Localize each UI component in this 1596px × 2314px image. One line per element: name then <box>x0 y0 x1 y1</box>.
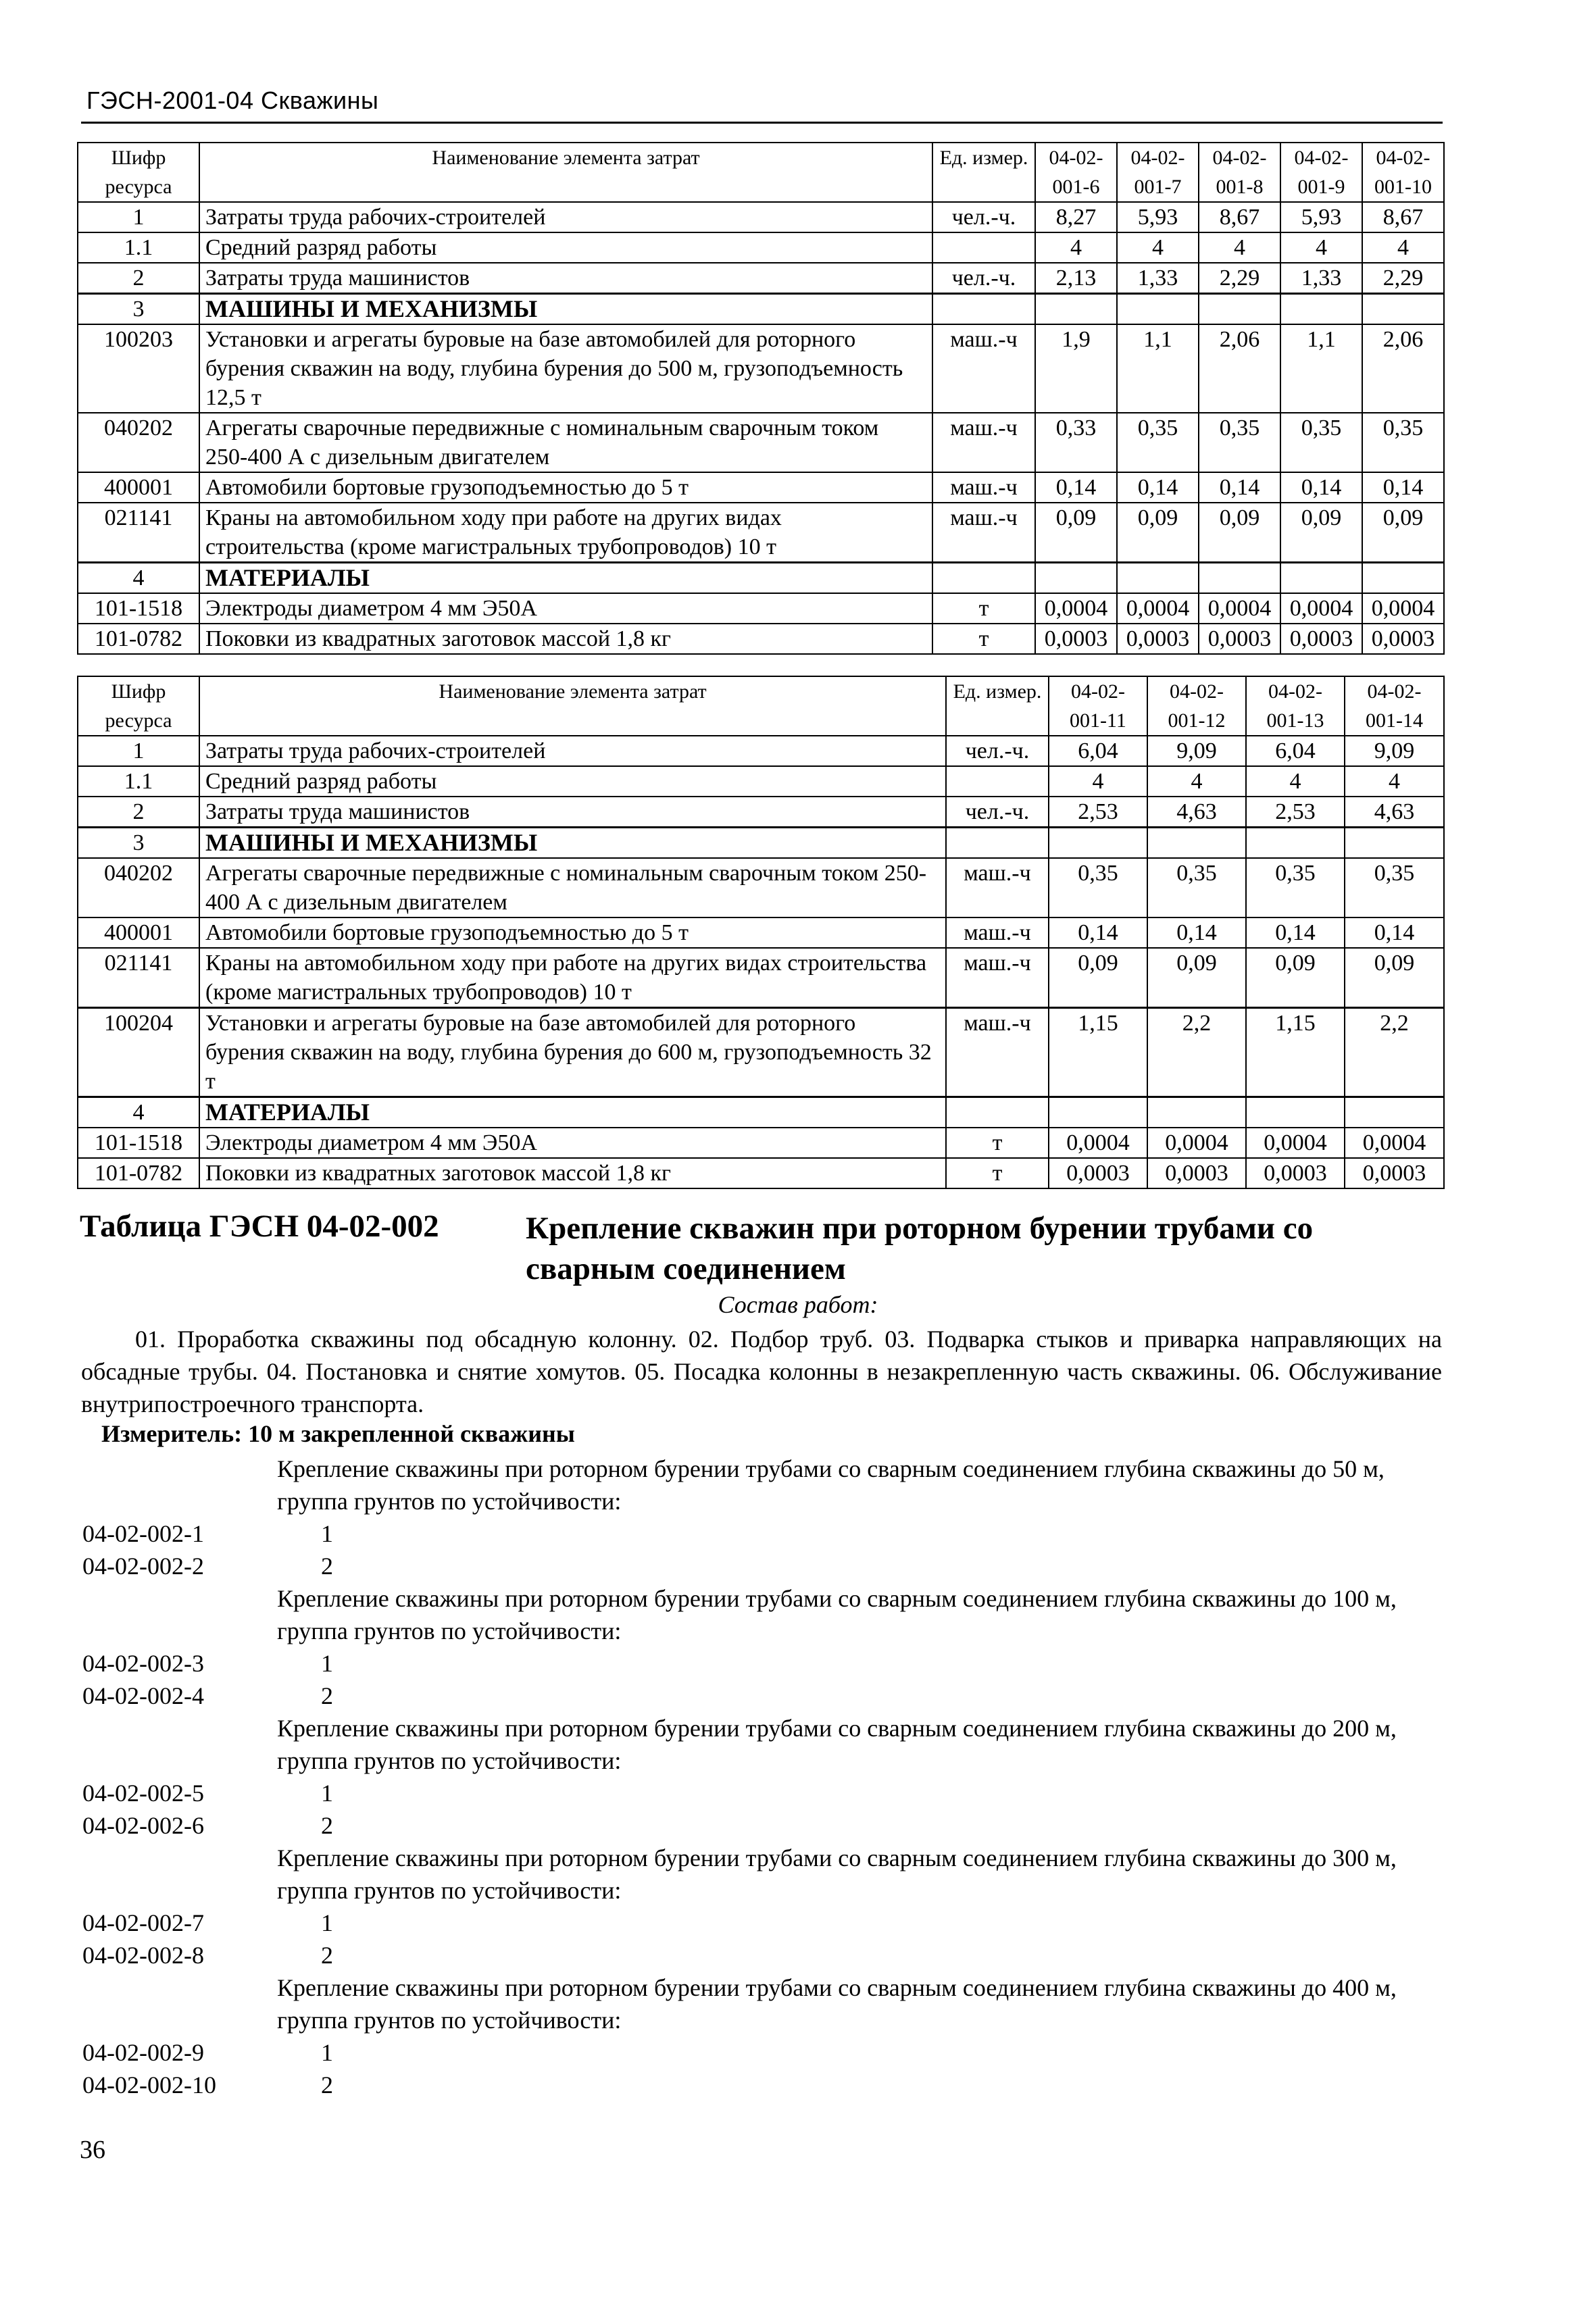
resource-value: 0,35 <box>1246 858 1345 917</box>
resource-code: 1.1 <box>78 766 199 797</box>
norm-soil-group: 1 <box>321 1520 333 1547</box>
norm-soil-group: 2 <box>321 1553 333 1580</box>
resource-unit: маш.-ч <box>946 858 1049 917</box>
resource-name: Установки и агрегаты буровые на базе автомобилей для роторного бурения скважин на воду, глубина бурения до 600 м, грузоподъемность 32 т <box>199 1008 946 1097</box>
resource-value: 0,14 <box>1147 917 1246 948</box>
norm-group <box>81 1453 1443 1582</box>
resource-value: 6,04 <box>1246 736 1345 766</box>
norm-group <box>81 1712 1443 1842</box>
resource-value: 0,35 <box>1362 413 1444 472</box>
resource-value: 0,0004 <box>1117 593 1199 624</box>
resource-code: 101-0782 <box>78 1158 199 1188</box>
resource-value: 1,15 <box>1246 1008 1345 1097</box>
norm-code: 04-02-002-6 <box>82 1812 204 1839</box>
resource-value: 1,33 <box>1117 263 1199 294</box>
norm-row <box>81 1647 1443 1680</box>
resource-name: Электроды диаметром 4 мм Э50А <box>199 593 932 624</box>
resource-unit <box>946 766 1049 797</box>
table-row <box>78 736 1444 766</box>
table-row <box>78 503 1444 563</box>
resource-code: 1 <box>78 202 199 232</box>
resource-code: 040202 <box>78 413 199 472</box>
resource-value: 5,93 <box>1117 202 1199 232</box>
resource-value: 2,53 <box>1246 797 1345 828</box>
resource-value: 0,0004 <box>1246 1128 1345 1158</box>
resource-table-1 <box>77 142 1445 655</box>
resource-code: 3 <box>78 294 199 325</box>
resource-name: Средний разряд работы <box>199 232 932 263</box>
resource-code: 4 <box>78 1097 199 1128</box>
section-row <box>78 294 1444 325</box>
resource-value: 4 <box>1246 766 1345 797</box>
empty-cell <box>1280 563 1362 594</box>
header-norm-code: 04-02-001-9 <box>1280 143 1362 202</box>
norm-group <box>81 1582 1443 1712</box>
norm-group <box>81 1971 1443 2101</box>
resource-value: 0,14 <box>1117 472 1199 503</box>
resource-value: 0,09 <box>1147 948 1246 1008</box>
table-row <box>78 413 1444 472</box>
table-002-label: Таблица ГЭСН 04-02-002 <box>80 1209 439 1244</box>
norm-code: 04-02-002-8 <box>82 1942 204 1969</box>
resource-value: 4 <box>1049 766 1147 797</box>
resource-name: Затраты труда рабочих-строителей <box>199 736 946 766</box>
table-row <box>78 624 1444 654</box>
empty-cell <box>1117 294 1199 325</box>
resource-unit: т <box>946 1158 1049 1188</box>
norm-row <box>81 2036 1443 2069</box>
norm-soil-group: 1 <box>321 1780 333 1807</box>
table-row <box>78 263 1444 294</box>
composition-text: 01. Проработка скважины под обсадную колонну. 02. Подбор труб. 03. Подварка стыков и приварка направляющих на обсадные трубы. 04. Постановка и снятие хомутов. 05. Посадка колонны в незакрепленную часть скважины. 06. Обслуживание внутрипостроечного транспорта. <box>81 1326 1442 1417</box>
header-unit: Ед. измер. <box>932 143 1035 202</box>
norm-row <box>81 1809 1443 1842</box>
norm-group-description: Крепление скважины при роторном бурении трубами со сварным соединением глубина скважины до 200 м, группа грунтов по устойчивости: <box>277 1715 1397 1774</box>
resource-code: 1 <box>78 736 199 766</box>
resource-code: 021141 <box>78 503 199 563</box>
resource-value: 0,0003 <box>1147 1158 1246 1188</box>
empty-cell <box>932 294 1035 325</box>
header-norm-code: 04-02-001-14 <box>1345 676 1444 736</box>
norm-group-description: Крепление скважины при роторном бурении трубами со сварным соединением глубина скважины до 50 м, группа грунтов по устойчивости: <box>277 1455 1385 1515</box>
resource-value: 4,63 <box>1147 797 1246 828</box>
table-row <box>78 1128 1444 1158</box>
resource-name: Электроды диаметром 4 мм Э50А <box>199 1128 946 1158</box>
resource-code: 4 <box>78 563 199 594</box>
resource-name: Затраты труда рабочих-строителей <box>199 202 932 232</box>
section-row <box>78 563 1444 594</box>
resource-value: 0,0004 <box>1362 593 1444 624</box>
resource-code: 040202 <box>78 858 199 917</box>
resource-value: 0,0004 <box>1049 1128 1147 1158</box>
resource-value: 1,1 <box>1117 324 1199 413</box>
resource-value: 4 <box>1199 232 1280 263</box>
empty-cell <box>1035 294 1117 325</box>
norm-row <box>81 2069 1443 2101</box>
resource-name: Затраты труда машинистов <box>199 797 946 828</box>
resource-value: 4 <box>1035 232 1117 263</box>
table-row <box>78 858 1444 917</box>
norm-soil-group: 2 <box>321 1942 333 1969</box>
resource-unit: чел.-ч. <box>946 797 1049 828</box>
page-number: 36 <box>80 2136 105 2164</box>
empty-cell <box>1345 828 1444 859</box>
empty-cell <box>1362 294 1444 325</box>
resource-value: 6,04 <box>1049 736 1147 766</box>
resource-code: 400001 <box>78 917 199 948</box>
norm-soil-group: 1 <box>321 2039 333 2066</box>
resource-value: 0,0004 <box>1199 593 1280 624</box>
resource-value: 1,1 <box>1280 324 1362 413</box>
empty-cell <box>1117 563 1199 594</box>
norm-row <box>81 1550 1443 1582</box>
resource-value: 4 <box>1362 232 1444 263</box>
norm-code: 04-02-002-4 <box>82 1682 204 1709</box>
resource-value: 2,13 <box>1035 263 1117 294</box>
resource-value: 4 <box>1280 232 1362 263</box>
resource-value: 8,67 <box>1362 202 1444 232</box>
header-name: Наименование элемента затрат <box>199 676 946 736</box>
resource-value: 0,0003 <box>1345 1158 1444 1188</box>
resource-name: Поковки из квадратных заготовок массой 1,8 кг <box>199 1158 946 1188</box>
resource-value: 4 <box>1147 766 1246 797</box>
resource-name: Средний разряд работы <box>199 766 946 797</box>
resource-name: Затраты труда машинистов <box>199 263 932 294</box>
table-row <box>78 948 1444 1008</box>
norm-soil-group: 2 <box>321 1812 333 1839</box>
resource-value: 0,14 <box>1362 472 1444 503</box>
resource-value: 0,09 <box>1345 948 1444 1008</box>
empty-cell <box>1280 294 1362 325</box>
resource-value: 0,0004 <box>1280 593 1362 624</box>
section-title: МАТЕРИАЛЫ <box>199 563 932 594</box>
section-title: МАТЕРИАЛЫ <box>199 1097 946 1128</box>
resource-value: 0,09 <box>1035 503 1117 563</box>
resource-name: Автомобили бортовые грузоподъемностью до 5 т <box>199 472 932 503</box>
resource-code: 101-1518 <box>78 1128 199 1158</box>
resource-code: 100204 <box>78 1008 199 1097</box>
resource-value: 2,2 <box>1147 1008 1246 1097</box>
resource-name: Поковки из квадратных заготовок массой 1,8 кг <box>199 624 932 654</box>
resource-value: 0,14 <box>1345 917 1444 948</box>
norm-code: 04-02-002-9 <box>82 2039 204 2066</box>
norm-group-description: Крепление скважины при роторном бурении трубами со сварным соединением глубина скважины до 300 м, группа грунтов по устойчивости: <box>277 1844 1397 1904</box>
resource-value: 0,0003 <box>1035 624 1117 654</box>
resource-value: 0,14 <box>1280 472 1362 503</box>
norm-group-description: Крепление скважины при роторном бурении трубами со сварным соединением глубина скважины до 100 м, группа грунтов по устойчивости: <box>277 1585 1397 1644</box>
norm-soil-group: 2 <box>321 2071 333 2098</box>
table-1-body <box>78 202 1444 654</box>
empty-cell <box>1362 563 1444 594</box>
resource-code: 101-0782 <box>78 624 199 654</box>
norm-row <box>81 1907 1443 1939</box>
resource-unit: маш.-ч <box>932 324 1035 413</box>
table-row <box>78 202 1444 232</box>
resource-value: 9,09 <box>1345 736 1444 766</box>
norm-group <box>81 1842 1443 1971</box>
resource-value: 0,0004 <box>1345 1128 1444 1158</box>
resource-value: 0,35 <box>1280 413 1362 472</box>
resource-code: 100203 <box>78 324 199 413</box>
resource-code: 021141 <box>78 948 199 1008</box>
norm-code: 04-02-002-5 <box>82 1780 204 1807</box>
header-norm-code: 04-02-001-6 <box>1035 143 1117 202</box>
empty-cell <box>1035 563 1117 594</box>
section-row <box>78 1097 1444 1128</box>
resource-unit: т <box>932 624 1035 654</box>
norm-row <box>81 1939 1443 1971</box>
resource-value: 4 <box>1117 232 1199 263</box>
resource-value: 0,0003 <box>1117 624 1199 654</box>
empty-cell <box>1049 828 1147 859</box>
resource-value: 1,33 <box>1280 263 1362 294</box>
resource-code: 400001 <box>78 472 199 503</box>
header-norm-code: 04-02-001-10 <box>1362 143 1444 202</box>
header-norm-code: 04-02-001-8 <box>1199 143 1280 202</box>
empty-cell <box>1049 1097 1147 1128</box>
resource-value: 2,29 <box>1362 263 1444 294</box>
norm-soil-group: 2 <box>321 1682 333 1709</box>
table-row <box>78 232 1444 263</box>
resource-value: 4,63 <box>1345 797 1444 828</box>
resource-value: 2,53 <box>1049 797 1147 828</box>
resource-unit: маш.-ч <box>946 1008 1049 1097</box>
resource-value: 0,09 <box>1117 503 1199 563</box>
resource-value: 1,15 <box>1049 1008 1147 1097</box>
resource-value: 2,2 <box>1345 1008 1444 1097</box>
resource-unit: маш.-ч <box>946 948 1049 1008</box>
header-norm-code: 04-02-001-12 <box>1147 676 1246 736</box>
section-title: МАШИНЫ И МЕХАНИЗМЫ <box>199 294 932 325</box>
norm-row <box>81 1517 1443 1550</box>
resource-code: 2 <box>78 797 199 828</box>
resource-value: 4 <box>1345 766 1444 797</box>
resource-name: Агрегаты сварочные передвижные с номинальным сварочным током 250-400 А с дизельным двигателем <box>199 413 932 472</box>
resource-unit: чел.-ч. <box>946 736 1049 766</box>
header-code: Шифр ресурса <box>78 143 199 202</box>
resource-value: 8,27 <box>1035 202 1117 232</box>
resource-name: Установки и агрегаты буровые на базе автомобилей для роторного бурения скважин на воду, глубина бурения до 500 м, грузоподъемность 12,5 т <box>199 324 932 413</box>
norm-code: 04-02-002-1 <box>82 1520 204 1547</box>
resource-value: 0,14 <box>1035 472 1117 503</box>
resource-code: 2 <box>78 263 199 294</box>
resource-name: Краны на автомобильном ходу при работе на других видах строительства (кроме магистральных трубопроводов) 10 т <box>199 948 946 1008</box>
empty-cell <box>946 1097 1049 1128</box>
empty-cell <box>1345 1097 1444 1128</box>
resource-unit: маш.-ч <box>932 503 1035 563</box>
norm-soil-group: 1 <box>321 1909 333 1936</box>
resource-name: Автомобили бортовые грузоподъемностью до 5 т <box>199 917 946 948</box>
empty-cell <box>1199 294 1280 325</box>
header-norm-code: 04-02-001-11 <box>1049 676 1147 736</box>
empty-cell <box>1246 1097 1345 1128</box>
resource-value: 0,33 <box>1035 413 1117 472</box>
resource-value: 2,06 <box>1199 324 1280 413</box>
resource-code: 3 <box>78 828 199 859</box>
resource-value: 0,35 <box>1345 858 1444 917</box>
header-norm-code: 04-02-001-13 <box>1246 676 1345 736</box>
resource-unit: маш.-ч <box>932 413 1035 472</box>
resource-value: 1,9 <box>1035 324 1117 413</box>
norm-code: 04-02-002-3 <box>82 1650 204 1677</box>
resource-unit: маш.-ч <box>932 472 1035 503</box>
norm-list <box>81 1453 1443 2101</box>
norm-row <box>81 1777 1443 1809</box>
empty-cell <box>1147 828 1246 859</box>
resource-value: 0,35 <box>1117 413 1199 472</box>
empty-cell <box>1147 1097 1246 1128</box>
table-2-body <box>78 736 1444 1188</box>
table-2-header <box>78 676 1444 736</box>
running-header-title: ГЭСН-2001-04 Скважины <box>86 86 379 114</box>
norm-code: 04-02-002-7 <box>82 1909 204 1936</box>
resource-name: Агрегаты сварочные передвижные с номинальным сварочным током 250-400 А с дизельным двигателем <box>199 858 946 917</box>
resource-unit: чел.-ч. <box>932 202 1035 232</box>
resource-value: 0,0003 <box>1362 624 1444 654</box>
resource-unit: маш.-ч <box>946 917 1049 948</box>
resource-value: 0,14 <box>1246 917 1345 948</box>
resource-name: Краны на автомобильном ходу при работе на других видах строительства (кроме магистральных трубопроводов) 10 т <box>199 503 932 563</box>
table-row <box>78 797 1444 828</box>
norm-group-description: Крепление скважины при роторном бурении трубами со сварным соединением глубина скважины до 400 м, группа грунтов по устойчивости: <box>277 1974 1397 2034</box>
header-code: Шифр ресурса <box>78 676 199 736</box>
resource-unit: т <box>932 593 1035 624</box>
resource-value: 0,0003 <box>1246 1158 1345 1188</box>
resource-value: 0,09 <box>1246 948 1345 1008</box>
composition-title: Состав работ: <box>718 1291 878 1318</box>
resource-value: 0,14 <box>1199 472 1280 503</box>
resource-value: 9,09 <box>1147 736 1246 766</box>
resource-unit: т <box>946 1128 1049 1158</box>
header-norm-code: 04-02-001-7 <box>1117 143 1199 202</box>
table-row <box>78 766 1444 797</box>
resource-value: 5,93 <box>1280 202 1362 232</box>
resource-unit: чел.-ч. <box>932 263 1035 294</box>
norm-code: 04-02-002-2 <box>82 1553 204 1580</box>
resource-value: 0,0004 <box>1035 593 1117 624</box>
table-row <box>78 917 1444 948</box>
table-row <box>78 1158 1444 1188</box>
resource-value: 0,0004 <box>1147 1128 1246 1158</box>
table-1-header <box>78 143 1444 202</box>
running-header <box>81 80 1443 124</box>
resource-value: 0,14 <box>1049 917 1147 948</box>
section-row <box>78 828 1444 859</box>
resource-value: 2,29 <box>1199 263 1280 294</box>
header-row <box>78 676 1444 736</box>
resource-table-2 <box>77 676 1445 1189</box>
table-002-heading: Крепление скважин при роторном бурении трубами со сварным соединением <box>526 1211 1314 1286</box>
resource-value: 0,35 <box>1049 858 1147 917</box>
resource-code: 101-1518 <box>78 593 199 624</box>
header-row <box>78 143 1444 202</box>
empty-cell <box>1199 563 1280 594</box>
resource-value: 0,35 <box>1147 858 1246 917</box>
measure-unit: Измеритель: 10 м закрепленной скважины <box>101 1420 575 1447</box>
empty-cell <box>946 828 1049 859</box>
norm-soil-group: 1 <box>321 1650 333 1677</box>
section-title: МАШИНЫ И МЕХАНИЗМЫ <box>199 828 946 859</box>
resource-code: 1.1 <box>78 232 199 263</box>
norm-code: 04-02-002-10 <box>82 2071 216 2098</box>
resource-value: 0,35 <box>1199 413 1280 472</box>
table-row <box>78 593 1444 624</box>
table-row <box>78 1008 1444 1097</box>
header-name: Наименование элемента затрат <box>199 143 932 202</box>
resource-value: 0,09 <box>1199 503 1280 563</box>
resource-value: 0,09 <box>1362 503 1444 563</box>
resource-value: 0,0003 <box>1280 624 1362 654</box>
resource-value: 0,0003 <box>1199 624 1280 654</box>
resource-value: 0,0003 <box>1049 1158 1147 1188</box>
resource-value: 8,67 <box>1199 202 1280 232</box>
header-unit: Ед. измер. <box>946 676 1049 736</box>
table-row <box>78 324 1444 413</box>
table-row <box>78 472 1444 503</box>
resource-value: 0,09 <box>1280 503 1362 563</box>
resource-value: 0,09 <box>1049 948 1147 1008</box>
empty-cell <box>1246 828 1345 859</box>
resource-unit <box>932 232 1035 263</box>
resource-value: 2,06 <box>1362 324 1444 413</box>
norm-row <box>81 1680 1443 1712</box>
empty-cell <box>932 563 1035 594</box>
